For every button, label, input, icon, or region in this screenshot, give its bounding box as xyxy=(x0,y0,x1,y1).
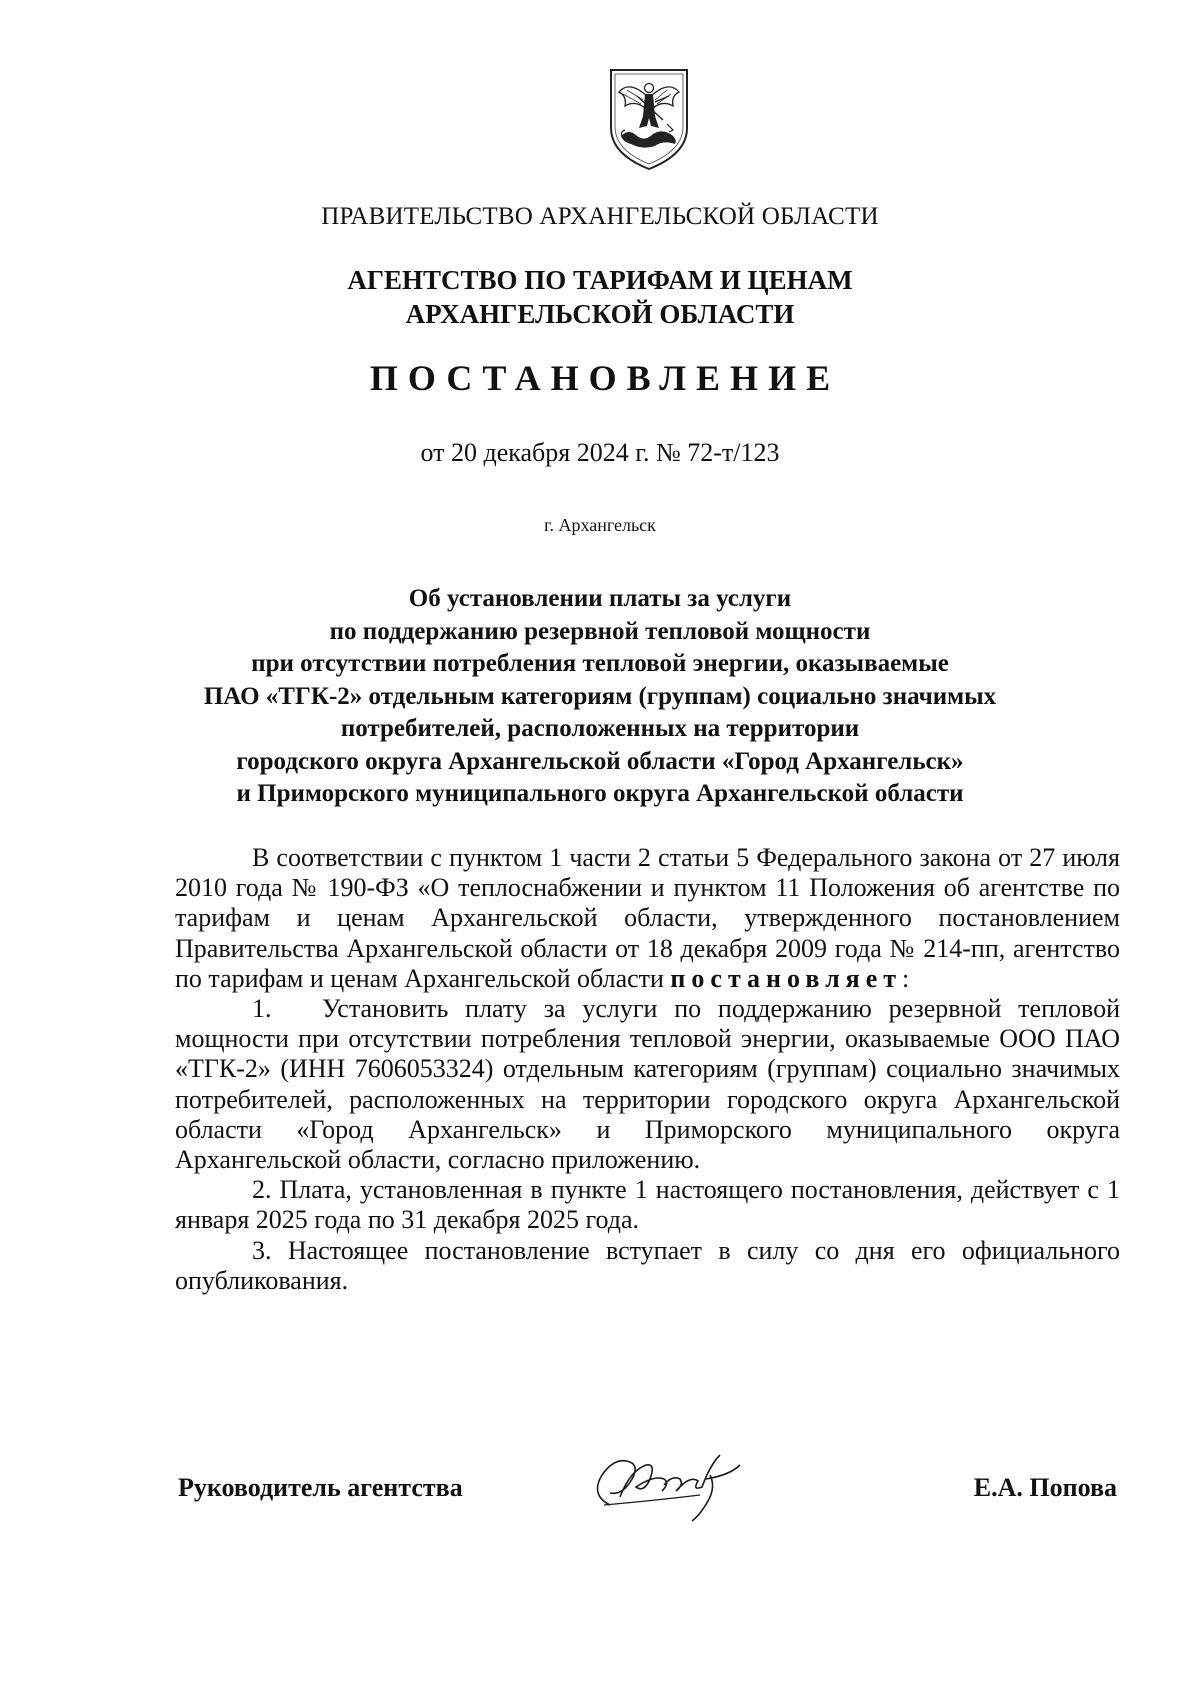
agency-name xyxy=(0,263,1200,331)
decree-word: постановляет xyxy=(670,963,903,993)
preamble-text: В соответствии с пунктом 1 части 2 статьи 5 Федерального закона от 27 июля 2010 года № 190-ФЗ «О теплоснабжении и пунктом 11 Положения об агентстве по тарифам и ценам Архангельской области, утвержденного постановлением Правительства Архангельской области от 18 декабря 2009 года № 214-пп, агентство по тарифам и ценам Архангельской области xyxy=(175,843,1120,993)
document-type: ПОСТАНОВЛЕНИЕ xyxy=(369,358,841,398)
preamble-paragraph xyxy=(175,843,1120,994)
subject-line: по поддержанию резервной тепловой мощности xyxy=(329,617,871,645)
decree-colon: : xyxy=(902,963,910,993)
item-1-number: 1. xyxy=(252,994,272,1024)
agency-name-line-1: АГЕНТСТВО ПО ТАРИФАМ И ЦЕНАМ xyxy=(347,265,853,295)
item-2-paragraph: 2. Плата, установленная в пункте 1 настоящего постановления, действует с 1 января 2025 года по 31 декабря 2025 года. xyxy=(175,1175,1120,1235)
subject-line: и Приморского муниципального округа Архангельской области xyxy=(236,780,964,807)
subject-line: городского округа Архангельской области «Город Архангельск» xyxy=(236,747,964,775)
document-date-number: от 20 декабря 2024 г. № 72-т/123 xyxy=(420,438,780,467)
item-3-paragraph: 3. Настоящее постановление вступает в силу со дня его официального опубликования. xyxy=(175,1235,1120,1295)
signatory-name: Е.А. Попова xyxy=(973,1473,1117,1502)
item-1-text: Установить плату за услуги по поддержанию резервной тепловой мощности при отсутствии потребления тепловой энергии, оказываемые ООО ПАО «ТГК-2» (ИНН 7606053324) отдельным категориям (группам) социально значимых потребителей, расположенных на территории городского округа Архангельской области «Город Архангельск» и Приморского муниципального округа Архангельской области, согласно приложению. xyxy=(175,994,1120,1175)
item-1-paragraph xyxy=(175,994,1120,1175)
document-body xyxy=(175,843,1120,1296)
document-subject xyxy=(0,583,1200,811)
subject-line: потребителей, расположенных на территории xyxy=(340,715,860,742)
subject-line: ПАО «ТГК-2» отдельным категориям (группам) социально значимых xyxy=(203,682,997,710)
signatory-title: Руководитель агентства xyxy=(178,1473,463,1502)
government-name: ПРАВИТЕЛЬСТВО АРХАНГЕЛЬСКОЙ ОБЛАСТИ xyxy=(321,203,879,230)
subject-line: Об установлении платы за услуги xyxy=(408,585,792,612)
subject-line: при отсутствии потребления тепловой энергии, оказываемые xyxy=(251,650,949,677)
coat-of-arms-icon xyxy=(607,66,691,173)
agency-name-line-2: АРХАНГЕЛЬСКОЙ ОБЛАСТИ xyxy=(405,299,795,329)
document-place: г. Архангельск xyxy=(544,515,656,535)
handwritten-signature xyxy=(580,1435,760,1525)
